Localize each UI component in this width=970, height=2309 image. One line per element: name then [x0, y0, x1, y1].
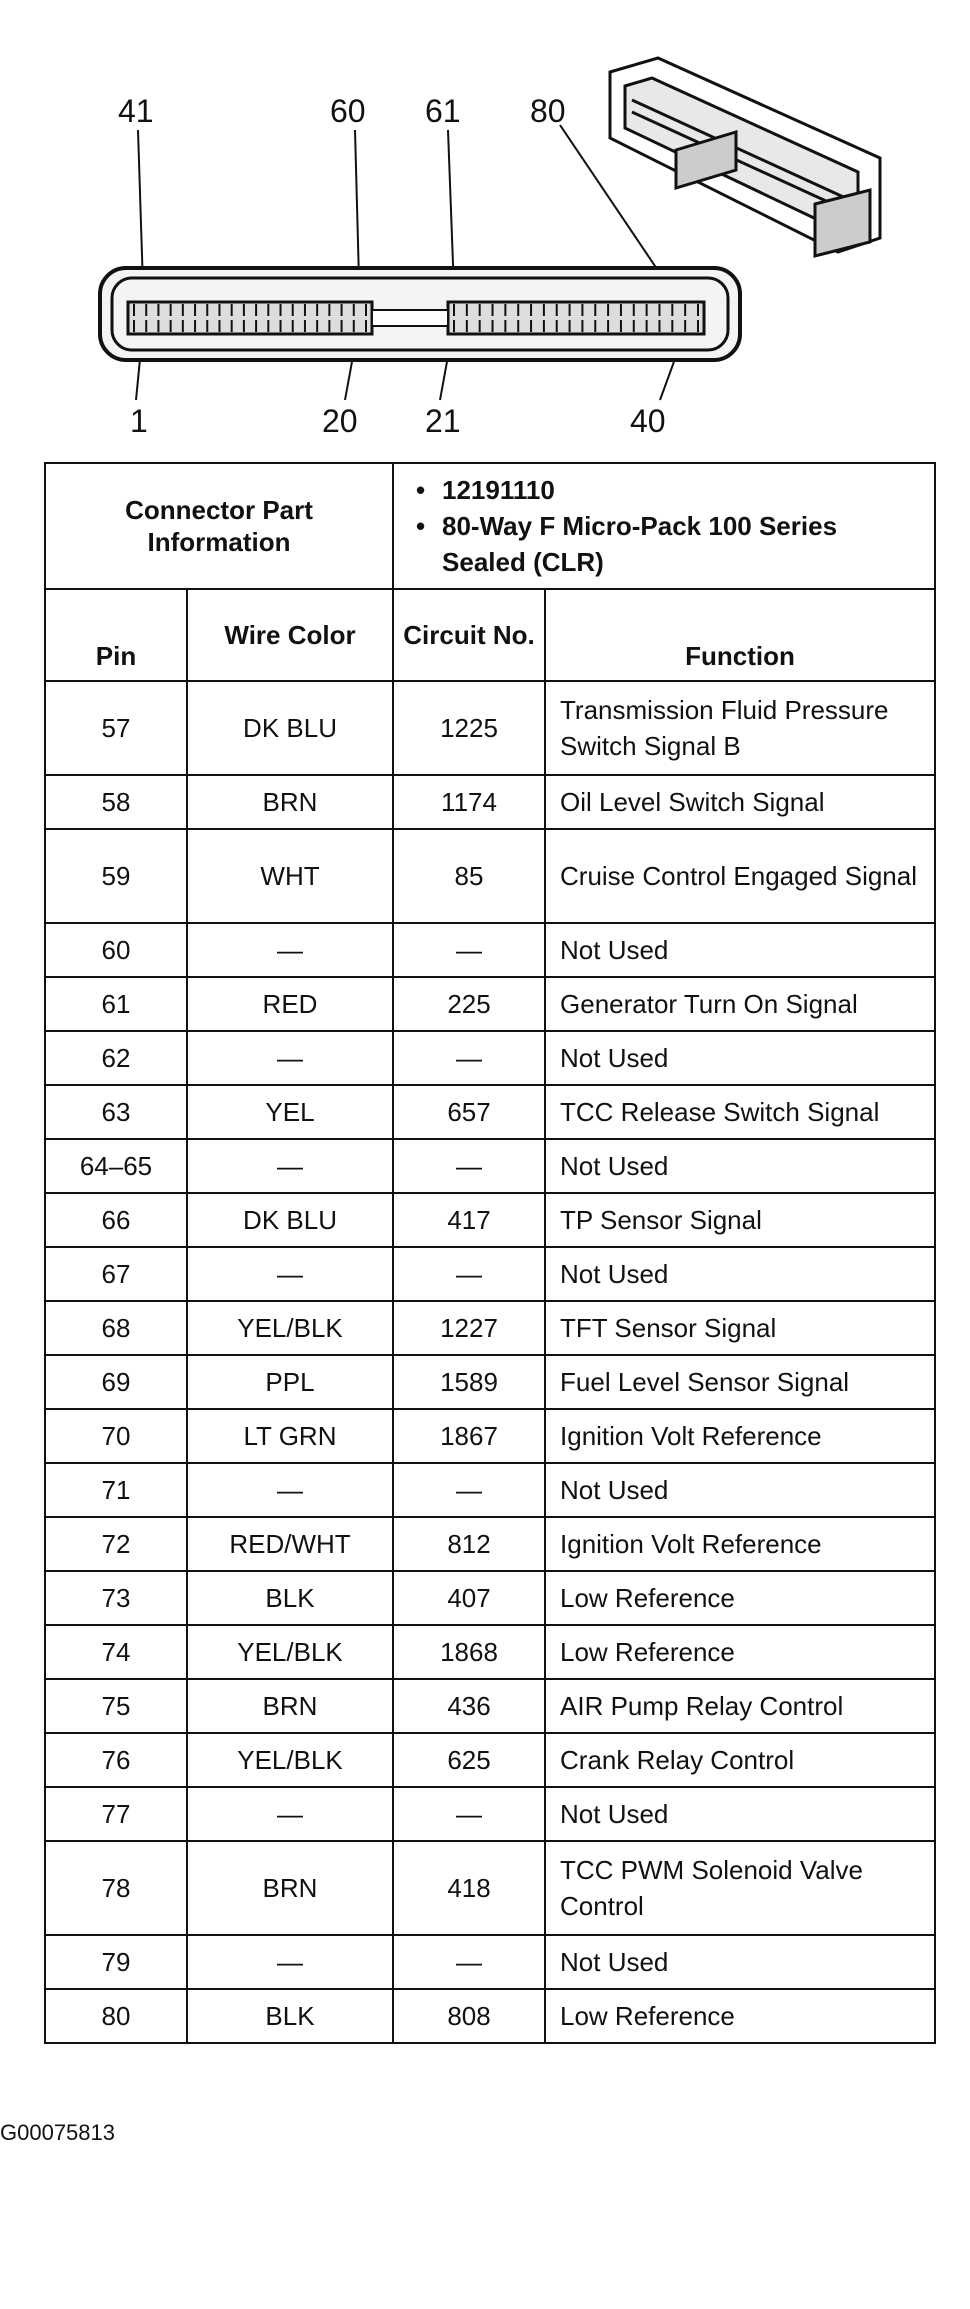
circuit-cell: — — [393, 1935, 545, 1989]
circuit-cell: 1225 — [393, 681, 545, 775]
circuit-cell: 418 — [393, 1841, 545, 1935]
table-row — [45, 829, 935, 923]
table-row — [45, 1301, 935, 1355]
function-cell: Not Used — [545, 923, 935, 977]
circuit-cell: 1174 — [393, 775, 545, 829]
table-row — [45, 1193, 935, 1247]
header-row — [45, 589, 935, 681]
wire-color-cell: BRN — [187, 1679, 393, 1733]
circuit-cell: 625 — [393, 1733, 545, 1787]
wire-color-cell: — — [187, 1247, 393, 1301]
wire-color-cell: WHT — [187, 829, 393, 923]
function-cell: Oil Level Switch Signal — [545, 775, 935, 829]
wire-color-cell: RED — [187, 977, 393, 1031]
pin-cell: 70 — [45, 1409, 187, 1463]
pin-cell: 76 — [45, 1733, 187, 1787]
pin-cell: 77 — [45, 1787, 187, 1841]
circuit-cell: 1227 — [393, 1301, 545, 1355]
info-row — [45, 463, 935, 589]
pin-cell: 72 — [45, 1517, 187, 1571]
circuit-cell: 436 — [393, 1679, 545, 1733]
connector-side-view — [610, 58, 880, 256]
wire-color-cell: PPL — [187, 1355, 393, 1409]
pin-cell: 69 — [45, 1355, 187, 1409]
circuit-cell: — — [393, 1139, 545, 1193]
function-cell: Not Used — [545, 1935, 935, 1989]
wire-color-cell: — — [187, 1787, 393, 1841]
table-row — [45, 1733, 935, 1787]
function-cell: Ignition Volt Reference — [545, 1409, 935, 1463]
function-cell: TCC PWM Solenoid Valve Control — [545, 1841, 935, 1935]
table-row — [45, 977, 935, 1031]
header-pin: Pin — [45, 589, 187, 681]
wire-color-cell: YEL/BLK — [187, 1301, 393, 1355]
circuit-cell: 225 — [393, 977, 545, 1031]
table-row — [45, 681, 935, 775]
pin-cell: 79 — [45, 1935, 187, 1989]
function-cell: Not Used — [545, 1031, 935, 1085]
figure-id: G00075813 — [0, 2120, 115, 2145]
function-cell: Fuel Level Sensor Signal — [545, 1355, 935, 1409]
pin-label-61: 61 — [425, 93, 461, 129]
function-cell: Transmission Fluid Pressure Switch Signal B — [545, 681, 935, 775]
function-cell: Low Reference — [545, 1989, 935, 2043]
pin-cell: 60 — [45, 923, 187, 977]
function-cell: Low Reference — [545, 1625, 935, 1679]
wire-color-cell: BLK — [187, 1989, 393, 2043]
wire-color-cell: RED/WHT — [187, 1517, 393, 1571]
wire-color-cell: DK BLU — [187, 1193, 393, 1247]
function-cell: Not Used — [545, 1139, 935, 1193]
pin-label-21: 21 — [425, 403, 461, 439]
table-row — [45, 1841, 935, 1935]
wire-color-cell: — — [187, 1031, 393, 1085]
wire-color-cell: YEL/BLK — [187, 1733, 393, 1787]
circuit-cell: 85 — [393, 829, 545, 923]
table-row — [45, 1625, 935, 1679]
table-body — [45, 681, 935, 2043]
pin-cell: 67 — [45, 1247, 187, 1301]
pin-cell: 80 — [45, 1989, 187, 2043]
table-row — [45, 1031, 935, 1085]
pin-label-20: 20 — [322, 403, 358, 439]
table-row — [45, 1139, 935, 1193]
pin-label-1: 1 — [130, 403, 148, 439]
circuit-cell: 808 — [393, 1989, 545, 2043]
table-row — [45, 1787, 935, 1841]
pin-cell: 71 — [45, 1463, 187, 1517]
wire-color-cell: BRN — [187, 1841, 393, 1935]
function-cell: AIR Pump Relay Control — [545, 1679, 935, 1733]
function-cell: TCC Release Switch Signal — [545, 1085, 935, 1139]
circuit-cell: 407 — [393, 1571, 545, 1625]
table-row — [45, 1463, 935, 1517]
table-row — [45, 1989, 935, 2043]
function-cell: Not Used — [545, 1463, 935, 1517]
table-row — [45, 1679, 935, 1733]
circuit-cell: — — [393, 1463, 545, 1517]
connector-front-view — [100, 268, 740, 360]
pin-cell: 63 — [45, 1085, 187, 1139]
wire-color-cell: — — [187, 1463, 393, 1517]
circuit-cell: 1867 — [393, 1409, 545, 1463]
function-cell: Low Reference — [545, 1571, 935, 1625]
circuit-cell: 417 — [393, 1193, 545, 1247]
pin-cell: 58 — [45, 775, 187, 829]
table-row — [45, 1517, 935, 1571]
circuit-cell: 1868 — [393, 1625, 545, 1679]
circuit-cell: — — [393, 1787, 545, 1841]
pin-cell: 73 — [45, 1571, 187, 1625]
connector-info-list — [393, 463, 935, 589]
function-cell: Not Used — [545, 1787, 935, 1841]
function-cell: Crank Relay Control — [545, 1733, 935, 1787]
header-wire-color: Wire Color — [187, 589, 393, 681]
function-cell: Ignition Volt Reference — [545, 1517, 935, 1571]
pin-label-80: 80 — [530, 93, 566, 129]
wire-color-cell: YEL — [187, 1085, 393, 1139]
circuit-cell: — — [393, 1031, 545, 1085]
table-row — [45, 1571, 935, 1625]
wire-color-cell: YEL/BLK — [187, 1625, 393, 1679]
wire-color-cell: BLK — [187, 1571, 393, 1625]
pin-cell: 61 — [45, 977, 187, 1031]
circuit-cell: — — [393, 1247, 545, 1301]
pin-label-60: 60 — [330, 93, 366, 129]
header-circuit: Circuit No. — [393, 589, 545, 681]
table-row — [45, 775, 935, 829]
circuit-cell: 812 — [393, 1517, 545, 1571]
connector-table — [44, 462, 936, 2044]
info-item: • 12191110 — [416, 472, 928, 508]
wire-color-cell: BRN — [187, 775, 393, 829]
pin-cell: 78 — [45, 1841, 187, 1935]
table-row — [45, 1935, 935, 1989]
table-row — [45, 923, 935, 977]
wire-color-cell: — — [187, 1935, 393, 1989]
function-cell: Cruise Control Engaged Signal — [545, 829, 935, 923]
wire-color-cell: — — [187, 923, 393, 977]
table-row — [45, 1409, 935, 1463]
pin-cell: 59 — [45, 829, 187, 923]
function-cell: TFT Sensor Signal — [545, 1301, 935, 1355]
function-cell: Generator Turn On Signal — [545, 977, 935, 1031]
pin-cell: 75 — [45, 1679, 187, 1733]
pin-cell: 64–65 — [45, 1139, 187, 1193]
pin-cell: 62 — [45, 1031, 187, 1085]
table-row — [45, 1085, 935, 1139]
table-row — [45, 1355, 935, 1409]
function-cell: Not Used — [545, 1247, 935, 1301]
wire-color-cell: — — [187, 1139, 393, 1193]
pin-cell: 68 — [45, 1301, 187, 1355]
wire-color-cell: DK BLU — [187, 681, 393, 775]
circuit-cell: 1589 — [393, 1355, 545, 1409]
pin-label-41: 41 — [118, 93, 154, 129]
info-item: • 80-Way F Micro-Pack 100 Series Sealed (CLR) — [416, 508, 928, 580]
connector-info-title: Connector Part Information — [45, 463, 393, 589]
table-row — [45, 1247, 935, 1301]
header-function: Function — [545, 589, 935, 681]
circuit-cell: 657 — [393, 1085, 545, 1139]
circuit-cell: — — [393, 923, 545, 977]
pin-label-40: 40 — [630, 403, 666, 439]
pin-cell: 57 — [45, 681, 187, 775]
function-cell: TP Sensor Signal — [545, 1193, 935, 1247]
pin-cell: 66 — [45, 1193, 187, 1247]
connector-diagram — [0, 0, 970, 460]
pin-cell: 74 — [45, 1625, 187, 1679]
wire-color-cell: LT GRN — [187, 1409, 393, 1463]
